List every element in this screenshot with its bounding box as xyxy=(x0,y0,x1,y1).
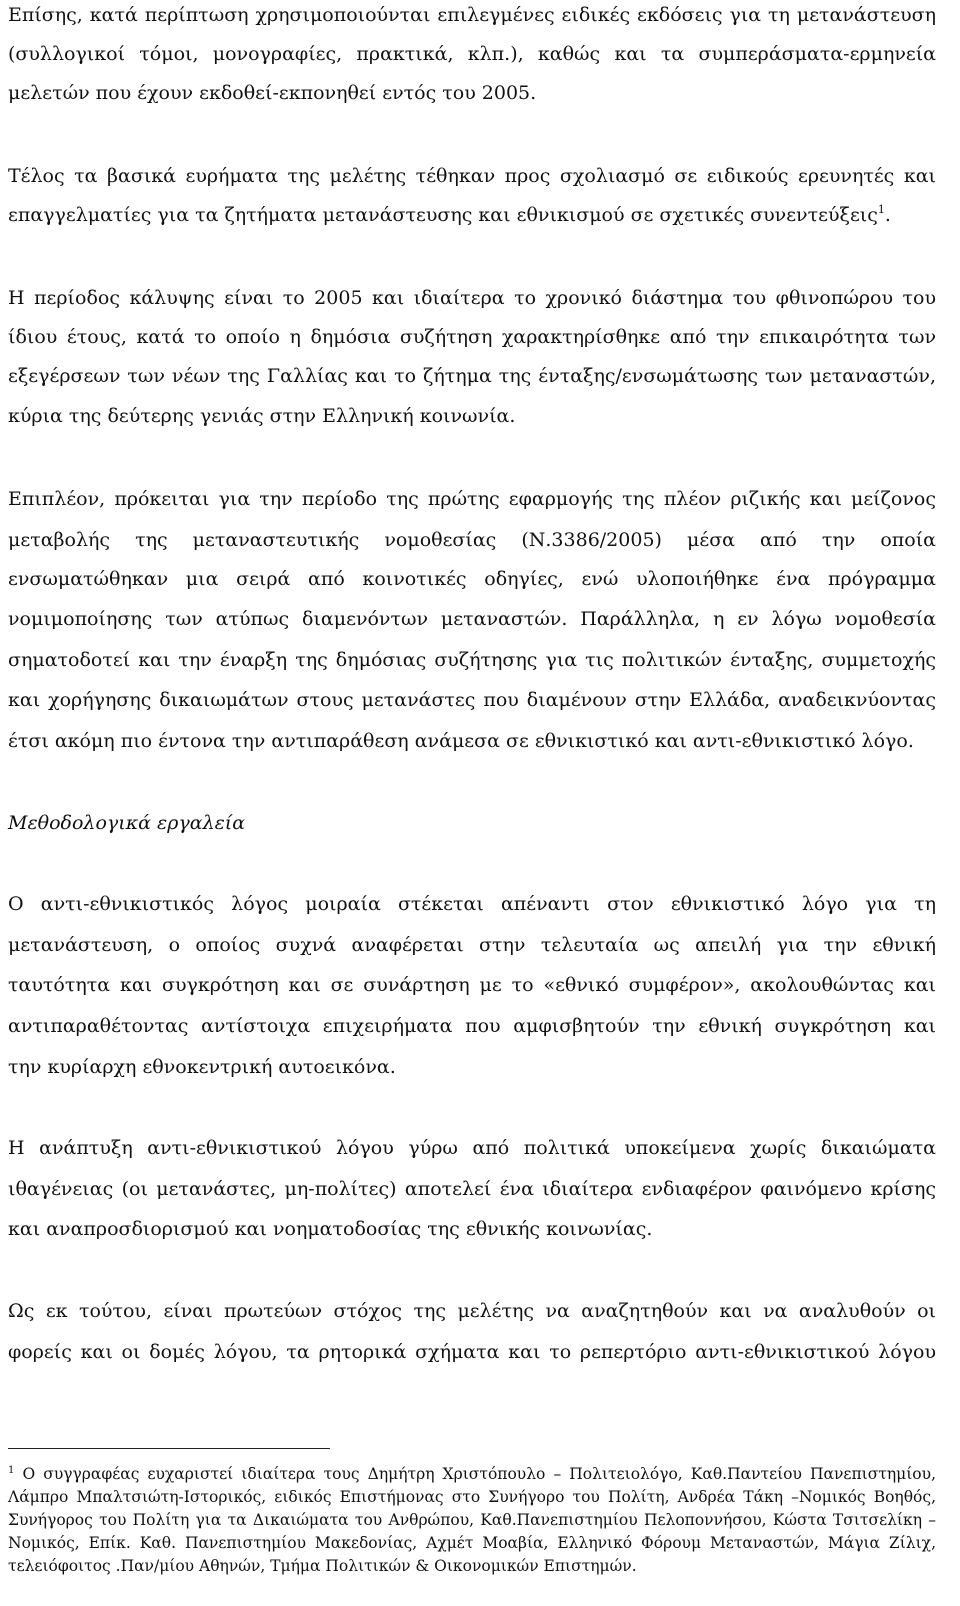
footnote-line: τελειόφοιτος .Παν/μίου Αθηνών, Τμήμα Πολιτικών & Οικονομικών Επιστημών. xyxy=(8,1557,637,1575)
text-line: Επίσης, κατά περίπτωση χρησιμοποιούνται επιλεγμένες ειδικές εκδόσεις για τη μετανάστευση xyxy=(8,4,936,26)
text-line: αντιπαραθέτοντας αντίστοιχα επιχειρήματα που αμφισβητούν την εθνική συγκρότηση και xyxy=(8,1015,936,1037)
footnote-marker: 1 xyxy=(8,1465,15,1476)
section-heading: Μεθοδολογικά εργαλεία xyxy=(8,812,246,834)
text-line: και χορήγησης δικαιωμάτων στους μετανάστες που διαμένουν στην Ελλάδα, αναδεικνύοντας xyxy=(8,689,936,711)
footnote-reference[interactable]: 1 xyxy=(877,203,885,216)
text-line: νομιμοποίησης των ατύπως διαμενόντων μεταναστών. Παράλληλα, η εν λόγω νομοθεσία xyxy=(8,608,936,630)
text-line: μελετών που έχουν εκδοθεί-εκπονηθεί εντός του 2005. xyxy=(8,82,537,104)
text-span: Ο συγγραφέας ευχαριστεί ιδιαίτερα τους Δημήτρη Χριστόπουλο – Πολιτειολόγο, Καθ.Παντείου Πανεπιστημίου, xyxy=(14,1465,936,1483)
text-line: Η ανάπτυξη αντι-εθνικιστικού λόγου γύρω από πολιτικά υποκείμενα χωρίς δικαιώματα xyxy=(8,1137,936,1159)
text-line: Ως εκ τούτου, είναι πρωτεύων στόχος της μελέτης να αναζητηθούν και να αναλυθούν οι xyxy=(8,1300,936,1322)
footnote-line: Λάμπρο Μπαλτσιώτη-Ιστορικός, ειδικός Επιστήμονας στο Συνήγορο του Πολίτη, Ανδρέα Τάκη –Νομικός Βοηθός, xyxy=(8,1488,936,1506)
text-line: εξεγέρσεων των νέων της Γαλλίας και το ζήτημα της ένταξης/ενσωμάτωσης των μεταναστών, xyxy=(8,365,936,387)
text-line: Η περίοδος κάλυψης είναι το 2005 και ιδιαίτερα το χρονικό διάστημα του φθινοπώρου του xyxy=(8,287,936,309)
footnote-line xyxy=(8,1464,936,1485)
text-line: κύρια της δεύτερης γενιάς στην Ελληνική κοινωνία. xyxy=(8,405,516,427)
text-line: Τέλος τα βασικά ευρήματα της μελέτης τέθηκαν προς σχολιασμό σε ειδικούς ερευνητές και xyxy=(8,165,936,187)
text-line: Επιπλέον, πρόκειται για την περίοδο της πρώτης εφαρμογής της πλέον ριζικής και μείζονος xyxy=(8,488,936,510)
text-line: Ο αντι-εθνικιστικός λόγος μοιραία στέκεται απέναντι στον εθνικιστικό λόγο για τη xyxy=(8,893,936,915)
footnote-line: Νομικός, Επίκ. Καθ. Πανεπιστημίου Μακεδονίας, Αχμέτ Μοαβία, Ελληνικό Φόρουμ Μεταναστών, Μάγια Ζίλιχ, xyxy=(8,1534,936,1552)
text-line: ίδιου έτους, κατά το οποίο η δημόσια συζήτηση χαρακτηρίσθηκε από την επικαιρότητα των xyxy=(8,326,936,348)
text-line: και αναπροσδιορισμού και νοηματοδοσίας της εθνικής κοινωνίας. xyxy=(8,1218,653,1240)
footnote-line: Συνήγορος του Πολίτη για τα Δικαιώματα του Ανθρώπου, Καθ.Πανεπιστημίου Πελοποννήσου, Κώστα Τσιτσελίκη – xyxy=(8,1511,936,1529)
text-line: μεταβολής της μεταναστευτικής νομοθεσίας (Ν.3386/2005) μέσα από την οποία xyxy=(8,529,936,551)
text-line: έτσι ακόμη πιο έντονα την αντιπαράθεση ανάμεσα σε εθνικιστικό και αντι-εθνικιστικό λόγο. xyxy=(8,730,914,752)
text-line: φορείς και οι δομές λόγου, τα ρητορικά σχήματα και το ρεπερτόριο αντι-εθνικιστικού λόγου xyxy=(8,1341,936,1363)
text-line: ενσωματώθηκαν μια σειρά από κοινοτικές οδηγίες, ενώ υλοποιήθηκε ένα πρόγραμμα xyxy=(8,568,936,590)
text-line: την κυρίαρχη εθνοκεντρική αυτοεικόνα. xyxy=(8,1056,396,1078)
text-line: σηματοδοτεί και την έναρξη της δημόσιας συζήτησης για τις πολιτικών ένταξης, συμμετοχής xyxy=(8,649,936,671)
text-line: μετανάστευση, ο οποίος συχνά αναφέρεται στην τελευταία ως απειλή για την εθνική xyxy=(8,934,936,956)
text-line: ιθαγένειας (οι μετανάστες, μη-πολίτες) αποτελεί ένα ιδιαίτερα ενδιαφέρον φαινόμενο κρίσης xyxy=(8,1178,936,1200)
text-line: επαγγελματίες για τα ζητήματα μετανάστευσης και εθνικισμού σε σχετικές συνεντεύξεις$^1$. xyxy=(8,203,891,226)
text-line: (συλλογικοί τόμοι, μονογραφίες, πρακτικά, κλπ.), καθώς και τα συμπεράσματα-ερμηνεία xyxy=(8,43,936,65)
text-line: ταυτότητα και συγκρότηση και σε συνάρτηση με το «εθνικό συμφέρον», ακολουθώντας και xyxy=(8,974,936,996)
footnote-separator xyxy=(8,1448,330,1449)
text-span: επαγγελματίες για τα ζητήματα μετανάστευσης και εθνικισμού σε σχετικές συνεντεύξεις xyxy=(8,204,878,226)
